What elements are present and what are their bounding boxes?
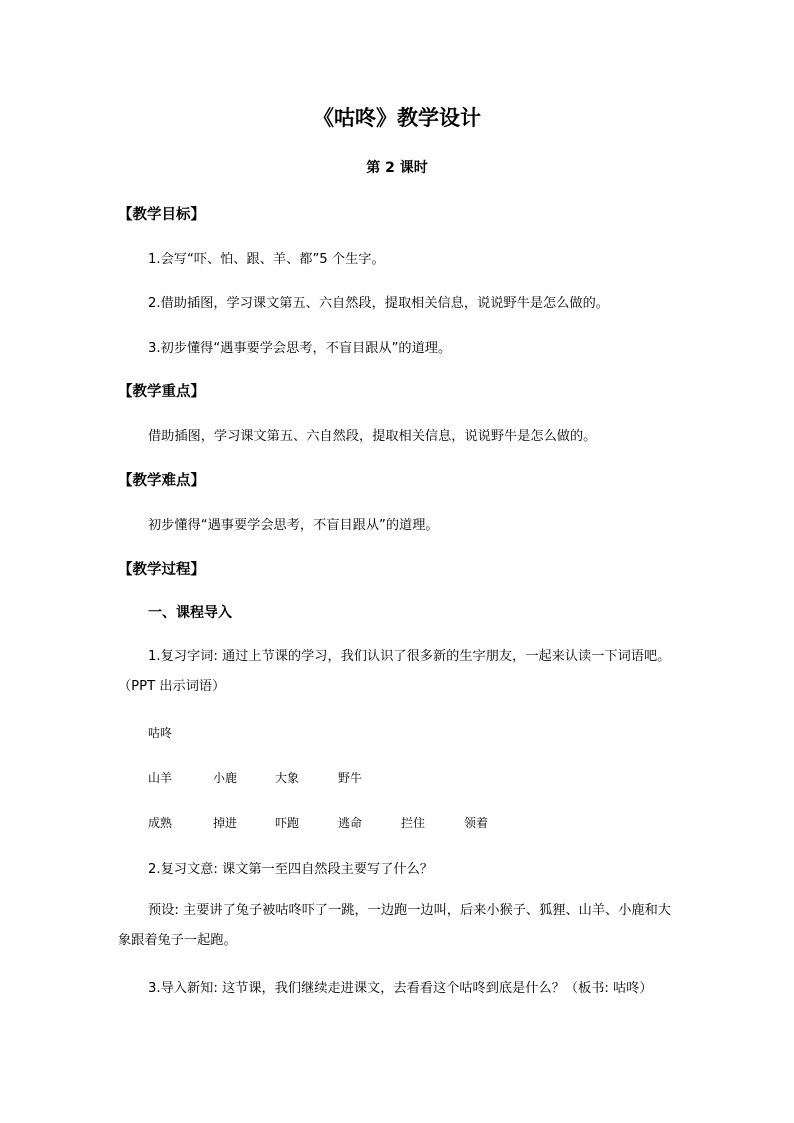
vocab-word: 野牛 — [338, 771, 363, 785]
key-heading: 【教学重点】 — [118, 384, 205, 400]
difficulty-text: 初步懂得“遇事要学会思考，不盲目跟从”的道理。 — [148, 518, 439, 533]
vocab-word: 吓跑 — [275, 816, 300, 830]
process-heading: 【教学过程】 — [118, 562, 205, 578]
difficulty-heading: 【教学难点】 — [118, 473, 205, 489]
vocab-word: 咕咚 — [148, 726, 173, 740]
lesson-period: 第 2 课时 — [366, 160, 428, 176]
vocab-word: 小鹿 — [213, 771, 238, 785]
document-title: 《咕咚》教学设计 — [313, 106, 481, 130]
vocab-word: 拦住 — [401, 816, 426, 830]
vocab-word: 成熟 — [148, 816, 173, 830]
vocab-word: 大象 — [275, 771, 300, 785]
vocab-word: 山羊 — [148, 771, 173, 785]
vocab-word: 领着 — [464, 816, 489, 830]
key-text: 借助插图，学习课文第五、六自然段，提取相关信息，说说野牛是怎么做的。 — [148, 429, 597, 444]
preset-paragraph: 预设: 主要讲了兔子被咕咚吓了一跳，一边跑一边叫，后来小猴子、狐狸、山羊、小鹿和大象跟着兔子一起跑。 — [118, 903, 671, 948]
review-text: 2.复习文意: 课文第一至四自然段主要写了什么？ — [148, 862, 433, 877]
intro-new-paragraph: 3.导入新知: 这节课，我们继续走进课文，去看看这个咕咚到底是什么？（板书: 咕咚） — [148, 981, 653, 996]
goals-heading: 【教学目标】 — [118, 207, 205, 223]
goal-item: 3.初步懂得“遇事要学会思考，不盲目跟从”的道理。 — [148, 341, 452, 356]
process-subheading: 一、课程导入 — [148, 605, 232, 621]
goal-item: 1.会写“吓、怕、跟、羊、都”5 个生字。 — [148, 252, 385, 267]
vocab-word: 逃命 — [338, 816, 363, 830]
review-words-paragraph: 1.复习字词: 通过上节课的学习，我们认识了很多新的生字朋友，一起来认读一下词语吧。（PPT 出示词语） — [118, 649, 671, 694]
goal-item: 2.借助插图，学习课文第五、六自然段，提取相关信息，说说野牛是怎么做的。 — [148, 296, 609, 311]
vocab-word: 掉进 — [213, 816, 238, 830]
